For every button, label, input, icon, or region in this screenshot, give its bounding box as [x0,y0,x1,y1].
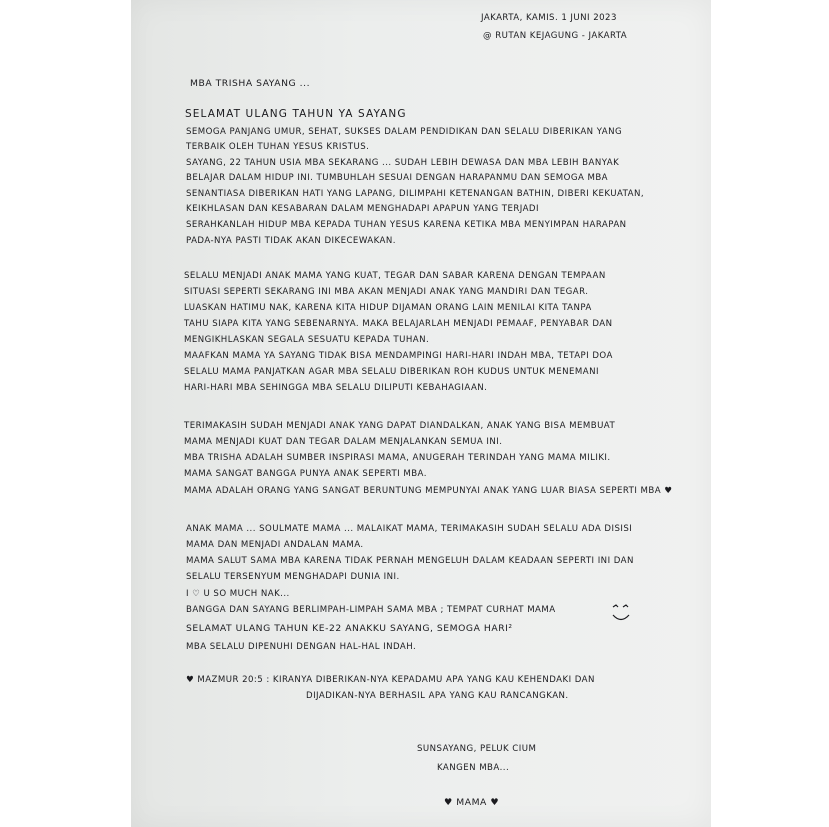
letter-line: SELALU MAMA PANJATKAN AGAR MBA SELALU DIBERIKAN ROH KUDUS UNTUK MENEMANI [184,367,599,377]
letter-line: SAYANG, 22 TAHUN USIA MBA SEKARANG ... SUDAH LEBIH DEWASA DAN MBA LEBIH BANYAK [186,158,620,168]
letter-paper [131,0,711,827]
letter-line: MAAFKAN MAMA YA SAYANG TIDAK BISA MENDAMPINGI HARI-HARI INDAH MBA, TETAPI DOA [184,351,613,361]
letter-title: SELAMAT ULANG TAHUN YA SAYANG [185,108,407,120]
letter-line: BELAJAR DALAM HIDUP INI. TUMBUHLAH SESUAI DENGAN HARAPANMU DAN SEMOGA MBA [186,173,608,183]
letter-line: HARI-HARI MBA SEHINGGA MBA SELALU DILIPUTI KEBAHAGIAAN. [184,383,488,393]
letter-line: ANAK MAMA ... SOULMATE MAMA ... MALAIKAT MAMA, TERIMAKASIH SUDAH SELALU ADA DISISI [186,524,633,534]
letter-line: MAMA MENJADI KUAT DAN TEGAR DALAM MENJALANKAN SEMUA INI. [184,437,503,447]
letter-line: SELAMAT ULANG TAHUN KE-22 ANAKKU SAYANG, SEMOGA HARI² [186,623,513,634]
closing-line-2: KANGEN MBA... [437,763,510,773]
letter-date: JAKARTA, KAMIS. 1 JUNI 2023 [481,13,617,23]
letter-greeting: MBA TRISHA SAYANG ... [190,78,311,89]
letter-line: TERIMAKASIH SUDAH MENJADI ANAK YANG DAPAT DIANDALKAN, ANAK YANG BISA MEMBUAT [184,421,616,431]
letter-line: BANGGA DAN SAYANG BERLIMPAH-LIMPAH SAMA MBA ; TEMPAT CURHAT MAMA [186,605,556,615]
letter-line: SELALU MENJADI ANAK MAMA YANG KUAT, TEGAR DAN SABAR KARENA DENGAN TEMPAAN [184,271,606,281]
letter-line: TERBAIK OLEH TUHAN YESUS KRISTUS. [186,142,370,152]
letter-line: SEMOGA PANJANG UMUR, SEHAT, SUKSES DALAM PENDIDIKAN DAN SELALU DIBERIKAN YANG [186,127,623,137]
letter-line: MAMA DAN MENJADI ANDALAN MAMA. [186,540,364,550]
letter-line: SITUASI SEPERTI SEKARANG INI MBA AKAN MENJADI ANAK YANG MANDIRI DAN TEGAR. [184,287,589,297]
closing-line-1: SUNSAYANG, PELUK CIUM [417,744,537,754]
letter-line: SERAHKANLAH HIDUP MBA KEPADA TUHAN YESUS KARENA KETIKA MBA MENYIMPAN HARAPAN [186,220,627,230]
letter-line: I ♡ U SO MUCH NAK... [186,589,290,599]
letter-line: SELALU TERSENYUM MENGHADAPI DUNIA INI. [186,572,400,582]
letter-line: MAMA SANGAT BANGGA PUNYA ANAK SEPERTI MBA. [184,469,427,479]
letter-line: TAHU SIAPA KITA YANG SEBENARNYA. MAKA BELAJARLAH MENJADI PEMAAF, PENYABAR DAN [184,319,613,329]
background-margin [711,0,829,827]
signature: ♥ MAMA ♥ [444,797,500,808]
letter-line: PADA-NYA PASTI TIDAK AKAN DIKECEWAKAN. [186,236,396,246]
letter-line: ♥ MAZMUR 20:5 : KIRANYA DIBERIKAN-NYA KEPADAMU APA YANG KAU KEHENDAKI DAN [186,675,595,685]
letter-location: @ RUTAN KEJAGUNG - JAKARTA [483,31,628,41]
letter-line: MAMA SALUT SAMA MBA KARENA TIDAK PERNAH MENGELUH DALAM KEADAAN SEPERTI INI DAN [186,556,634,566]
letter-line: MBA SELALU DIPENUHI DENGAN HAL-HAL INDAH. [186,642,417,652]
letter-line: MAMA ADALAH ORANG YANG SANGAT BERUNTUNG MEMPUNYAI ANAK YANG LUAR BIASA SEPERTI MBA ♥ [184,486,673,496]
letter-line: SENANTIASA DIBERIKAN HATI YANG LAPANG, DILIMPAHI KETENANGAN BATHIN, DIBERI KEKUATAN, [186,189,645,199]
letter-line: MENGIKHLASKAN SEGALA SESUATU KEPADA TUHAN. [184,335,430,345]
letter-line: MBA TRISHA ADALAH SUMBER INSPIRASI MAMA, ANUGERAH TERINDAH YANG MAMA MILIKI. [184,453,611,463]
letter-line: DIJADIKAN-NYA BERHASIL APA YANG KAU RANCANGKAN. [306,691,569,701]
letter-line: LUASKAN HATIMU NAK, KARENA KITA HIDUP DIJAMAN ORANG LAIN MENILAI KITA TANPA [184,303,592,313]
smiley-doodle-icon [608,600,634,626]
letter-line: KEIKHLASAN DAN KESABARAN DALAM MENGHADAPI APAPUN YANG TERJADI [186,204,539,214]
